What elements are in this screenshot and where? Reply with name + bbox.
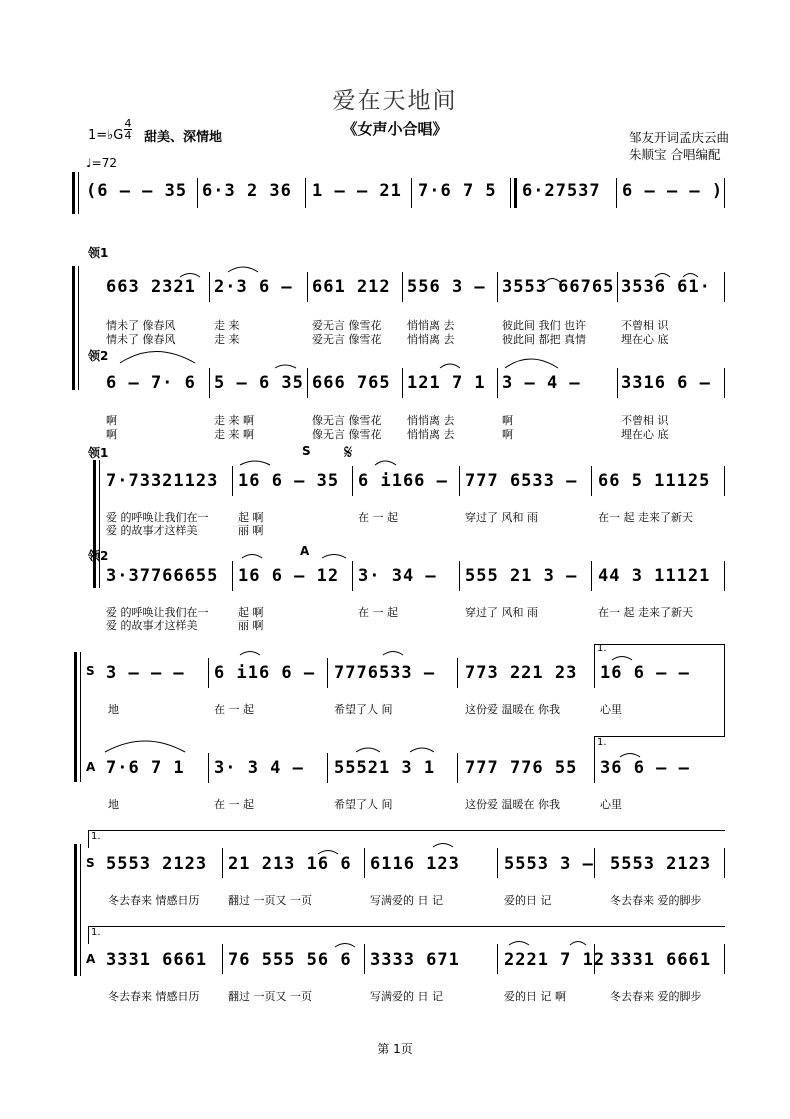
system3-alto-measure: 36 6 — — xyxy=(600,758,690,778)
lyric: 心里 xyxy=(600,798,622,811)
lyric: 穿过了 风和 雨 xyxy=(465,511,538,524)
lyric: 不曾相 识 xyxy=(621,414,669,427)
system2-part1-measure: 16 6 — 35 xyxy=(238,471,340,491)
system1-part2-measure: 121 7 1 xyxy=(407,373,486,393)
lyric: 悄悄离 去 xyxy=(407,414,455,427)
sign-a-mark: A xyxy=(300,544,310,558)
credit-arranger: 朱顺宝 合唱编配 xyxy=(629,147,721,162)
lyric: 走 来 啊 xyxy=(214,428,254,441)
system1-part2-measure: 3 — 4 — xyxy=(502,373,581,393)
system4-soprano-measure: 5553 3 — xyxy=(504,854,594,874)
lyric: 冬去春来 爱的脚步 xyxy=(610,990,702,1003)
system3-soprano-measure: 7776533 — xyxy=(334,663,436,683)
lyric: 像无言 像雪花 xyxy=(312,428,382,441)
lyric: 写满爱的 日 记 xyxy=(370,894,443,907)
credit-lyricist-composer: 邹友开词孟庆云曲 xyxy=(629,130,730,145)
lyric: 悄悄离 去 xyxy=(407,319,455,332)
system2-part1-measure: 66 5 11125 xyxy=(598,471,711,491)
system2-part1-measure: 7·73321123 xyxy=(106,471,219,491)
lyric: 心里 xyxy=(600,703,622,716)
song-title: 爱在天地间 xyxy=(332,88,458,114)
system2-part2-measure: 555 21 3 — xyxy=(465,566,578,586)
system3-alto-measure: 55521 3 1 xyxy=(334,758,436,778)
system3-soprano-measure: 773 221 23 xyxy=(465,663,578,683)
style-mark: 甜美、深情地 xyxy=(144,130,223,145)
song-subtitle: 《女声小合唱》 xyxy=(342,120,448,138)
lyric: 爱的日 记 啊 xyxy=(504,990,566,1003)
lyric: 啊 xyxy=(502,428,513,441)
system1-part2-measure: 3316 6 — xyxy=(621,373,711,393)
soprano-label: S xyxy=(86,856,95,870)
intro-measure-5: 6·27537 xyxy=(522,181,601,201)
lyric: 爱无言 像雪花 xyxy=(312,319,382,332)
system4-alto-measure: 2221 7 12 xyxy=(504,950,606,970)
lyric: 丽 啊 xyxy=(238,619,264,632)
system2-part2-measure: 3·37766655 xyxy=(106,566,219,586)
segno-icon: 𝄋 xyxy=(344,440,353,464)
lyric: 情未了 像春风 xyxy=(106,319,176,332)
sign-s-mark: S xyxy=(302,444,311,458)
volta-1-label: 1. xyxy=(597,643,607,654)
system4-alto-measure: 3333 671 xyxy=(370,950,460,970)
volta-1-label: 1. xyxy=(91,927,101,938)
lyric: 翻过 一页又 一页 xyxy=(228,990,312,1003)
volta-1-label: 1. xyxy=(91,831,101,842)
time-signature-top: 4 xyxy=(124,117,132,130)
lyric: 在 一 起 xyxy=(214,703,254,716)
lyric: 悄悄离 去 xyxy=(407,333,455,346)
intro-measure-6: 6 — — — ) xyxy=(622,181,724,201)
lyric: 丽 啊 xyxy=(238,524,264,537)
system1-part1-measure: 2·3 6 — xyxy=(214,277,293,297)
system4-soprano-measure: 5553 2123 xyxy=(610,854,712,874)
system2-part2-measure: 44 3 11121 xyxy=(598,566,711,586)
lyric: 啊 xyxy=(106,414,117,427)
lyric: 不曾相 识 xyxy=(621,319,669,332)
key-signature: 1=♭G xyxy=(88,128,124,143)
system3-alto-measure: 777 776 55 xyxy=(465,758,578,778)
system4-soprano-measure: 6116 123 xyxy=(370,854,460,874)
part-label-lead1: 领1 xyxy=(88,446,109,460)
lyric: 冬去春来 情感日历 xyxy=(108,990,200,1003)
lyric: 希望了人 间 xyxy=(334,703,393,716)
lyric: 悄悄离 去 xyxy=(407,428,455,441)
lyric: 情未了 像春风 xyxy=(106,333,176,346)
page-number: 第 1页 xyxy=(377,1042,413,1056)
system1-part2-measure: 6 — 7· 6 xyxy=(106,373,196,393)
lyric: 彼此间 我们 也许 xyxy=(502,319,586,332)
part-label-lead2: 领2 xyxy=(88,349,109,363)
system3-soprano-measure: 6 i16 6 — xyxy=(214,663,316,683)
lyric: 起 啊 xyxy=(238,511,264,524)
system1-part2-measure: 5 — 6 35 xyxy=(214,373,304,393)
system4-alto-measure: 3331 6661 xyxy=(106,950,208,970)
lyric: 埋在心 底 xyxy=(621,428,669,441)
lyric: 走 来 xyxy=(214,333,240,346)
lyric: 这份爱 温暖在 你我 xyxy=(465,798,560,811)
system1-part1-measure: 3553 66765 xyxy=(502,277,615,297)
system2-part1-measure: 777 6533 — xyxy=(465,471,578,491)
lyric: 啊 xyxy=(502,414,513,427)
lyric: 在 一 起 xyxy=(214,798,254,811)
lyric: 在 一 起 xyxy=(358,511,398,524)
tempo-mark: ♩=72 xyxy=(86,156,117,170)
lyric: 爱 的呼唤让我们在一 xyxy=(106,606,209,619)
lyric: 爱的日 记 xyxy=(504,894,552,907)
system1-part2-measure: 666 765 xyxy=(312,373,391,393)
system1-part1-measure: 663 2321 xyxy=(106,277,196,297)
alto-label: A xyxy=(86,952,96,966)
lyric: 地 xyxy=(108,703,119,716)
lyric: 爱无言 像雪花 xyxy=(312,333,382,346)
intro-measure-1: (6 — — 35 xyxy=(86,181,188,201)
system3-alto-measure: 7·6 7 1 xyxy=(106,758,185,778)
lyric: 起 啊 xyxy=(238,606,264,619)
part-label-lead1: 领1 xyxy=(88,246,109,260)
volta-1-label: 1. xyxy=(597,737,607,748)
lyric: 冬去春来 情感日历 xyxy=(108,894,200,907)
lyric: 穿过了 风和 雨 xyxy=(465,606,538,619)
lyric: 走 来 xyxy=(214,319,240,332)
lyric: 希望了人 间 xyxy=(334,798,393,811)
lyric: 啊 xyxy=(106,428,117,441)
lyric: 写满爱的 日 记 xyxy=(370,990,443,1003)
intro-measure-3: 1 — — 21 xyxy=(312,181,402,201)
alto-label: A xyxy=(86,760,96,774)
lyric: 爱 的故事才这样美 xyxy=(106,619,198,632)
lyric: 彼此间 都把 真情 xyxy=(502,333,586,346)
intro-measure-2: 6·3 2 36 xyxy=(202,181,292,201)
lyric: 冬去春来 爱的脚步 xyxy=(610,894,702,907)
system4-soprano-measure: 21 213 16 6 xyxy=(228,854,352,874)
system3-soprano-measure: 3 — — — xyxy=(106,663,185,683)
lyric: 走 来 啊 xyxy=(214,414,254,427)
system4-alto-measure: 3331 6661 xyxy=(610,950,712,970)
system3-soprano-measure: 16 6 — — xyxy=(600,663,690,683)
lyric: 在 一 起 xyxy=(358,606,398,619)
system1-part1-measure: 661 212 xyxy=(312,277,391,297)
lyric: 埋在心 底 xyxy=(621,333,669,346)
lyric: 这份爱 温暖在 你我 xyxy=(465,703,560,716)
system2-part2-measure: 3· 34 — xyxy=(358,566,437,586)
lyric: 爱 的故事才这样美 xyxy=(106,524,198,537)
lyric: 爱 的呼唤让我们在一 xyxy=(106,511,209,524)
lyric: 在一 起 走来了新天 xyxy=(598,511,693,524)
system4-soprano-measure: 5553 2123 xyxy=(106,854,208,874)
intro-measure-4: 7·6 7 5 xyxy=(418,181,497,201)
system2-part1-measure: 6 i166 — xyxy=(358,471,448,491)
lyric: 地 xyxy=(108,798,119,811)
lyric: 像无言 像雪花 xyxy=(312,414,382,427)
system4-alto-measure: 76 555 56 6 xyxy=(228,950,352,970)
system2-part2-measure: 16 6 — 12 xyxy=(238,566,340,586)
system1-part1-measure: 556 3 — xyxy=(407,277,486,297)
time-signature-bottom: 4 xyxy=(124,129,132,142)
system3-alto-measure: 3· 3 4 — xyxy=(214,758,304,778)
lyric: 翻过 一页又 一页 xyxy=(228,894,312,907)
soprano-label: S xyxy=(86,664,95,678)
lyric: 在一 起 走来了新天 xyxy=(598,606,693,619)
part-label-lead2: 领2 xyxy=(88,549,109,563)
system1-part1-measure: 3536 61· xyxy=(621,277,711,297)
